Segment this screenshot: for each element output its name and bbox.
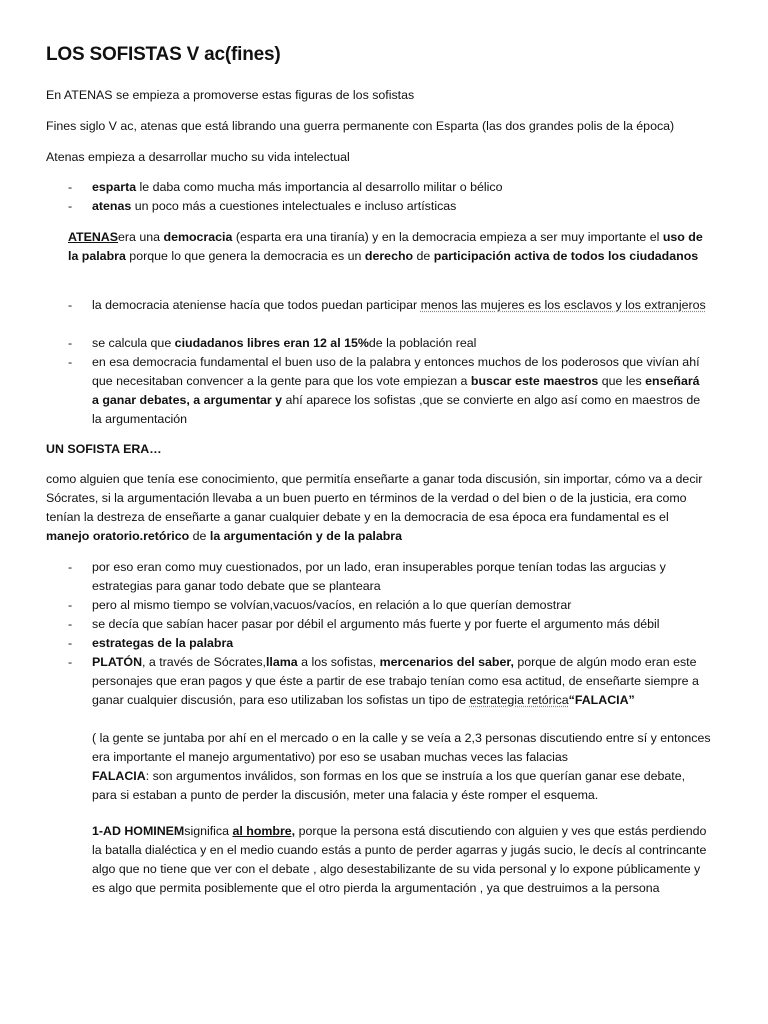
bullet-dash: -: [68, 199, 73, 213]
paragraph: En ATENAS se empieza a promoverse estas figuras de los sofistas: [46, 88, 415, 102]
bullet-dash: -: [68, 180, 73, 194]
bullet-dash: -: [68, 598, 73, 612]
note-paragraph: ( la gente se juntaba por ahí en el mercado o en la calle y se veía a 2,3 personas discutiendo entre sí y entonces era importante el manejo argumentativo) por eso se usaban muchas veces las falacias: [92, 731, 711, 764]
ad-hominem-paragraph: 1-AD HOMINEMsignifica al hombre, porque la persona está discutiendo con alguien y ves que estás perdiendo la batalla dialéctica y en el medio cuando estás a punto de perder agarras y jugás sucio, le decís al contrincante algo que no tiene que ver con el debate , algo desestabilizante de su vida personal y lo expone públicamente y es algo que permita posiblemente que el otro pierda la argumentación , ya que destruimos a la persona: [92, 824, 707, 895]
falacia-paragraph: FALACIA: son argumentos inválidos, son formas en los que se instruía a los que querían ganar ese debate, para si estaban a punto de perder la discusión, meter una falacia y éste romper el esquema.: [92, 769, 686, 802]
section-heading: UN SOFISTA ERA…: [46, 442, 162, 456]
bullet-dash: -: [68, 355, 73, 369]
paragraph: Fines siglo V ac, atenas que está librando una guerra permanente con Esparta (las dos grandes polis de la época): [46, 119, 675, 133]
page-title: LOS SOFISTAS V ac(fines): [46, 44, 281, 65]
paragraph: Atenas empieza a desarrollar mucho su vida intelectual: [46, 150, 350, 164]
bullet-dash: -: [68, 336, 73, 350]
atenas-paragraph: ATENASera una democracia (esparta era una tiranía) y en la democracia empieza a ser muy importante el uso de la palabra porque lo que genera la democracia es un derecho de participación activa de todos los ciudadanos: [68, 230, 703, 263]
bullet-dash: -: [68, 617, 73, 631]
bullet-dash: -: [68, 560, 73, 574]
bullet-dash: -: [68, 298, 73, 312]
bullet-dash: -: [68, 655, 73, 669]
bullet-dash: -: [68, 636, 73, 650]
sofista-paragraph: como alguien que tenía ese conocimiento, que permitía enseñarte a ganar toda discusión, sin importar, cómo va a decir Sócrates, si la argumentación llevaba a un buen puerto en términos de la verdad o del bien o de la justicia, era como tenían la destreza de enseñarte a ganar cualquier debate y en la democracia de esa época era fundamental es el manejo oratorio.retórico de la argumentación y de la palabra: [46, 472, 703, 543]
document-page: LOS SOFISTAS V ac(fines) En ATENAS se empieza a promoverse estas figuras de los sofistas Fines siglo V ac, atenas que está librando una guerra permanente con Esparta (las dos grandes polis de la época) Atenas empieza a desarrollar mucho su vida intelectual - esparta le daba como mucha más importancia al desarrollo militar o bélico - atenas un poco más a cuestiones intelectuales e incluso artísticas ATENASera una democracia (esparta era una tiranía) y en la democracia empieza a ser muy importante el uso de la palabra porque lo que genera la democracia es un derecho de participación activa de todos los ciudadanos - la democracia ateniense hacía que todos puedan participar menos las mujeres es los esclavos y los extranjeros - se calcula que ciudadanos libres eran 12 al 15%de la población real - en esa democracia fundamental el buen uso de la palabra y entonces muchos de los poderosos que vivían ahí que necesitaban convencer a la gente para que los vote empiezan a buscar este maestros que les enseñará a ganar debates, a argumentar y ahí aparece los sofistas ,que se convierte en algo así como en maestros de la argumentación UN SOFISTA ERA… como alguien que tenía ese conocimiento, que permitía enseñarte a ganar toda discusión, sin importar, cómo va a decir Sócrates, si la argumentación llevaba a un buen puerto en términos de la verdad o del bien o de la justicia, era como tenían la destreza de enseñarte a ganar cualquier debate y en la democracia de esa época era fundamental es el manejo oratorio.retórico de la argumentación y de la palabra - por eso eran como muy cuestionados, por un lado, eran insuperables porque tenían todas las argucias y estrategias para ganar todo debate que se planteara - pero al mismo tiempo se volvían,vacuos/vacíos, en relación a lo que querían demostrar - se decía que sabían hacer pasar por débil el argumento más fuerte y por fuerte el argumento más débil - estrategas de la palabra - PLATÓN, a través de Sócrates,llama a los sofistas, mercenarios del saber, porque de algún modo eran este personajes que eran pagos y que éste a partir de ese trabajo tenían como esa actitud, de enseñarte siempre a ganar cualquier discusión, para eso utilizaban los sofistas un tipo de estrategia retórica“FALACIA” ( la gente se juntaba por ahí en el mercado o en la calle y se veía a 2,3 personas discutiendo entre sí y entonces era importante el manejo argumentativo) por eso se usaban muchas veces las falacias FALACIA: son argumentos inválidos, son formas en los que se instruía a los que querían ganar ese debate, para si estaban a punto de perder la discusión, meter una falacia y éste romper el esquema. 1-AD HOMINEMsignifica al hombre, porque la persona está discutiendo con alguien y ves que estás perdiendo la batalla dialéctica y en el medio cuando estás a punto de perder agarras y jugás sucio, le decís al contrincante algo que no tiene que ver con el debate , algo desestabilizante de su vida personal y lo expone públicamente y es algo que permita posiblemente que el otro pierda la argumentación , ya que destruimos a la persona: [0, 0, 768, 1024]
